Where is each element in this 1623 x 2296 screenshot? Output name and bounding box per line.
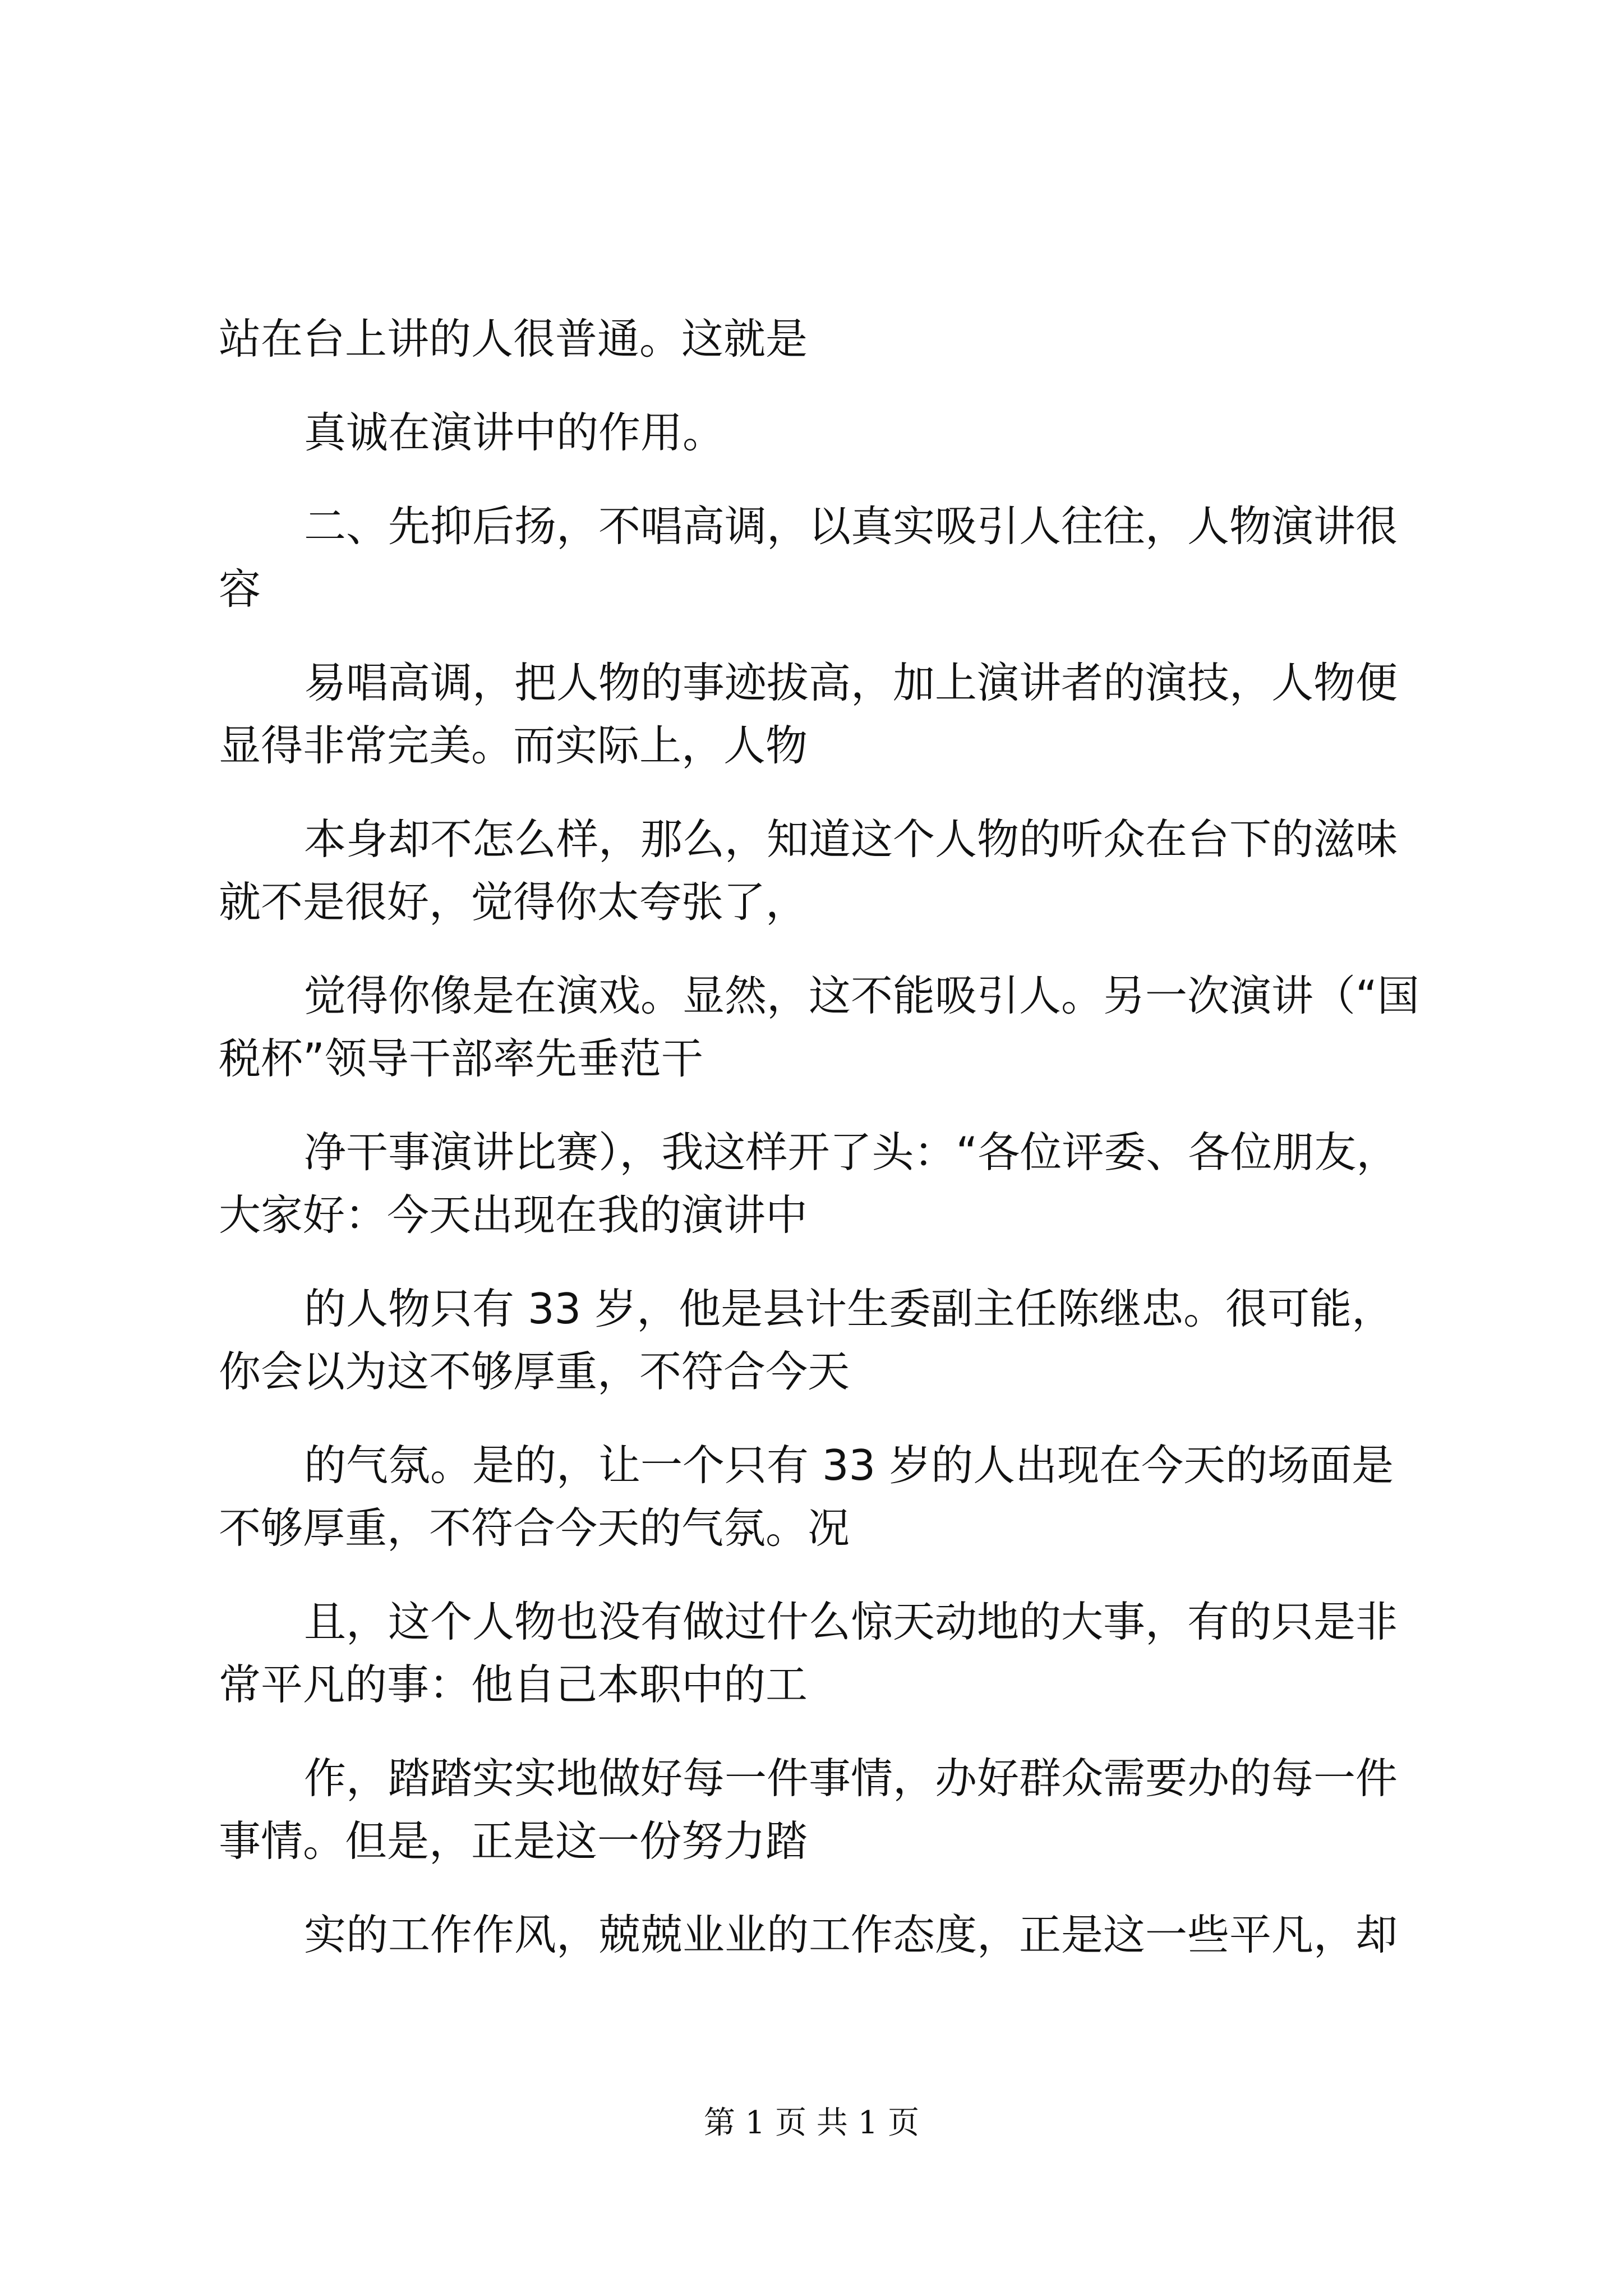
text-line-10: 税杯”领导干部率先垂范干 (219, 1034, 703, 1083)
text-line-18: 常平凡的事：他自己本职中的工 (219, 1660, 808, 1709)
text-line-1: 站在台上讲的人很普通。这就是 (219, 314, 808, 364)
text-line-7: 本身却不怎么样，那么，知道这个人物的听众在台下的滋味 (304, 815, 1398, 864)
text-line-16: 不够厚重，不符合今天的气氛。况 (219, 1503, 850, 1553)
document-body (219, 307, 1447, 1966)
text-line-15: 的气氛。是的，让一个只有 33 岁的人出现在今天的场面是 (304, 1441, 1394, 1490)
text-line-2: 真诚在演讲中的作用。 (304, 408, 725, 457)
text-line-19: 作，踏踏实实地做好每一件事情，办好群众需要办的每一件 (304, 1754, 1398, 1803)
text-line-4: 容 (219, 564, 261, 614)
text-line-9: 觉得你像是在演戏。显然，这不能吸引人。另一次演讲（“国 (304, 971, 1419, 1020)
text-line-8: 就不是很好，觉得你太夸张了， (219, 877, 808, 927)
text-line-14: 你会以为这不够厚重，不符合今天 (219, 1347, 850, 1396)
text-line-13: 的人物只有 33 岁，他是县计生委副主任陈继忠。很可能， (304, 1284, 1394, 1333)
text-line-20: 事情。但是，正是这一份努力踏 (219, 1816, 808, 1866)
text-line-6: 显得非常完美。而实际上，人物 (219, 721, 808, 770)
text-line-11: 净干事演讲比赛），我这样开了头：“各位评委、各位朋友， (304, 1128, 1399, 1177)
text-line-5: 易唱高调，把人物的事迹拔高，加上演讲者的演技，人物便 (304, 658, 1398, 707)
text-line-17: 且，这个人物也没有做过什么惊天动地的大事，有的只是非 (304, 1597, 1398, 1646)
text-line-3: 二、先抑后扬，不唱高调，以真实吸引人往往，人物演讲很 (304, 501, 1398, 551)
text-line-12: 大家好：今天出现在我的演讲中 (219, 1190, 808, 1240)
page-number-footer: 第 1 页 共 1 页 (703, 2105, 920, 2141)
text-line-21: 实的工作作风，兢兢业业的工作态度，正是这一些平凡，却 (304, 1910, 1398, 1959)
